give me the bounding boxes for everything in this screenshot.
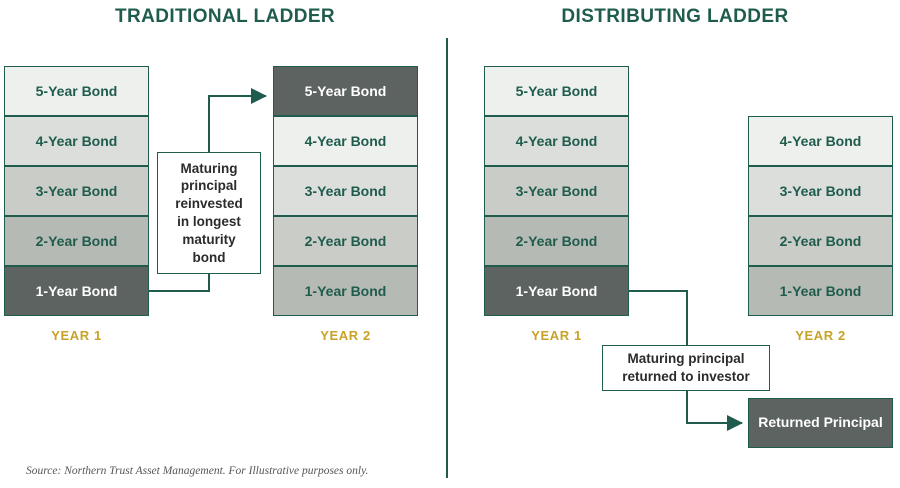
distributing-year2-label: YEAR 2 — [795, 328, 846, 343]
reinvest-callout-line4: in longest — [177, 214, 241, 229]
panel-divider — [446, 38, 448, 478]
traditional-year2-bond-3: 3-Year Bond — [273, 166, 418, 216]
reinvest-callout-line5: maturity — [182, 231, 236, 247]
source-note: Source: Northern Trust Asset Management. For Illustrative purposes only. — [26, 465, 369, 477]
traditional-year2-bond-4: 4-Year Bond — [273, 116, 418, 166]
distributing-year1-bond-4: 4-Year Bond — [484, 116, 629, 166]
distributing-year2-bond-3: 3-Year Bond — [748, 166, 893, 216]
returned-principal-line2: Principal — [823, 414, 883, 431]
distributing-year2-bond-1: 1-Year Bond — [748, 266, 893, 316]
distributing-year2-bond-4: 4-Year Bond — [748, 116, 893, 166]
traditional-year2-bond-1: 1-Year Bond — [273, 266, 418, 316]
reinvest-callout-line1: Maturing — [180, 160, 238, 176]
traditional-year1-bond-1: 1-Year Bond — [4, 266, 149, 316]
reinvest-callout — [157, 152, 261, 274]
distributing-year1-label: YEAR 1 — [531, 328, 582, 343]
distributing-year1-bond-3: 3-Year Bond — [484, 166, 629, 216]
distributing-year1-bond-1: 1-Year Bond — [484, 266, 629, 316]
distributing-year1-bond-2: 2-Year Bond — [484, 216, 629, 266]
distribute-callout-line1: Maturing principal — [627, 351, 745, 367]
distributing-ladder-title: DISTRIBUTING LADDER — [561, 6, 789, 27]
traditional-year2-bond-5: 5-Year Bond — [273, 66, 418, 116]
traditional-year1-label: YEAR 1 — [51, 328, 102, 343]
distribute-callout-line2: returned to investor — [622, 369, 750, 384]
traditional-year1-bond-4: 4-Year Bond — [4, 116, 149, 166]
traditional-year2-bond-2: 2-Year Bond — [273, 216, 418, 266]
distributing-year1-bond-5: 5-Year Bond — [484, 66, 629, 116]
reinvest-callout-line2: principal — [180, 178, 238, 194]
traditional-year1-bond-5: 5-Year Bond — [4, 66, 149, 116]
traditional-year2-label: YEAR 2 — [320, 328, 371, 343]
returned-principal-box — [748, 398, 893, 448]
traditional-ladder-title: TRADITIONAL LADDER — [114, 6, 336, 27]
distribute-callout — [602, 345, 770, 391]
distributing-year2-bond-2: 2-Year Bond — [748, 216, 893, 266]
traditional-year1-bond-3: 3-Year Bond — [4, 166, 149, 216]
reinvest-callout-line6: bond — [192, 249, 226, 265]
reinvest-callout-line3: reinvested — [175, 196, 243, 212]
traditional-year1-bond-2: 2-Year Bond — [4, 216, 149, 266]
returned-principal-line1: Returned — [758, 414, 820, 431]
